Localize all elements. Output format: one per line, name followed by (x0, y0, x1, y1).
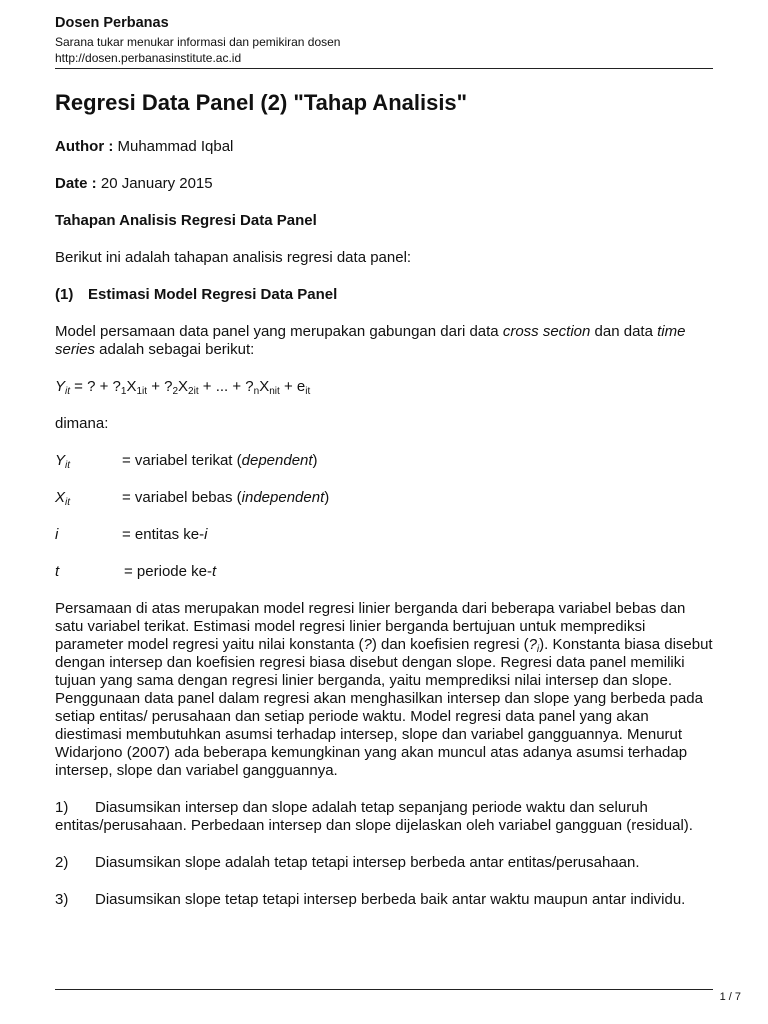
article-title: Regresi Data Panel (2) "Tahap Analisis" (55, 90, 468, 115)
author-label: Author : (55, 138, 114, 155)
model-paragraph: Model persamaan data panel yang merupakan gabungan dari data cross section dan data time series adalah sebagai berikut: (55, 323, 686, 358)
definition-symbol: t (55, 563, 60, 580)
item-number: 1) (55, 799, 69, 816)
site-name: Dosen Perbanas (55, 15, 169, 31)
date-label: Date : (55, 175, 97, 192)
date-value: 20 January 2015 (96, 175, 213, 192)
regression-equation: $Y_{it}$ = ? + $?_1X_{1it}$ + $?_2X_{2it}$ + ... + $?_nX_{nit} + e_{it}$ (55, 378, 311, 397)
definition-row (55, 526, 713, 544)
definition-text: = periode ke-t (124, 563, 217, 580)
assumption-item (55, 854, 713, 872)
step-title: Estimasi Model Regresi Data Panel (88, 286, 338, 303)
site-url: http://dosen.perbanasinstitute.ac.id (55, 51, 242, 65)
explanation-paragraph: Persamaan di atas merupakan model regresi linier berganda dari beberapa variabel bebas dan satu variabel terikat. Estimasi model regresi linier berganda bertujuan untuk memprediksi parameter model regresi yaitu nilai konstanta (?) dan koefisien regresi $(?_i)$. Konstanta biasa disebut dengan intersep dan koefisien regresi biasa disebut dengan slope. Regresi data panel memiliki tujuan yang sama dengan regresi linier berganda, yaitu memprediksi nilai intersep dan slope. Penggunaan data panel dalam regresi akan menghasilkan intersep dan slope yang berbeda pada setiap entitas/ perusahaan dan setiap periode waktu. Model regresi data panel yang akan diestimasi membutuhkan asumsi terhadap intersep, slope dan variabel gangguannya. Menurut Widarjono (2007) ada beberapa kemungkinan yang akan muncul atas adanya asumsi terhadap intersep, slope dan variabel gangguannya. (55, 600, 713, 779)
step-heading (55, 286, 713, 304)
definition-text: = entitas ke-i (122, 526, 208, 543)
item-text: Diasumsikan intersep dan slope adalah tetap sepanjang periode waktu dan seluruh entitas/perusahaan. Perbedaan intersep dan slope dijelaskan oleh variabel gangguan (residual). (55, 799, 693, 834)
document-page (55, 0, 713, 1024)
item-text: Diasumsikan slope adalah tetap tetapi intersep berbeda antar entitas/perusahaan. (95, 854, 640, 871)
item-text: Diasumsikan slope tetap tetapi intersep berbeda baik antar waktu maupun antar individu. (95, 891, 686, 908)
definition-row (55, 489, 713, 507)
site-tagline: Sarana tukar menukar informasi dan pemikiran dosen (55, 35, 341, 49)
intro-text: Berikut ini adalah tahapan analisis regresi data panel: (55, 249, 412, 266)
definition-row (55, 452, 713, 470)
assumption-item (55, 799, 713, 835)
definition-text: = variabel bebas (independent) (122, 489, 330, 506)
definition-text: = variabel terikat (dependent) (122, 452, 318, 469)
dimana-label: dimana: (55, 415, 109, 432)
definition-symbol: i (55, 526, 59, 543)
definition-symbol: $Y_{it}$ (55, 452, 71, 471)
article-body (55, 88, 713, 909)
definition-symbol: $X_{it}$ (55, 489, 71, 508)
item-number: 2) (55, 854, 69, 871)
step-number: (1) (55, 286, 74, 303)
item-number: 3) (55, 891, 69, 908)
author-name: Muhammad Iqbal (113, 138, 234, 155)
date-line (55, 175, 713, 193)
definition-row (55, 563, 713, 581)
author-line (55, 138, 713, 156)
footer-divider (55, 989, 713, 990)
page-number: 1 / 7 (719, 991, 741, 1003)
header-divider (55, 68, 713, 69)
section-title: Tahapan Analisis Regresi Data Panel (55, 212, 317, 229)
assumption-item (55, 891, 713, 909)
